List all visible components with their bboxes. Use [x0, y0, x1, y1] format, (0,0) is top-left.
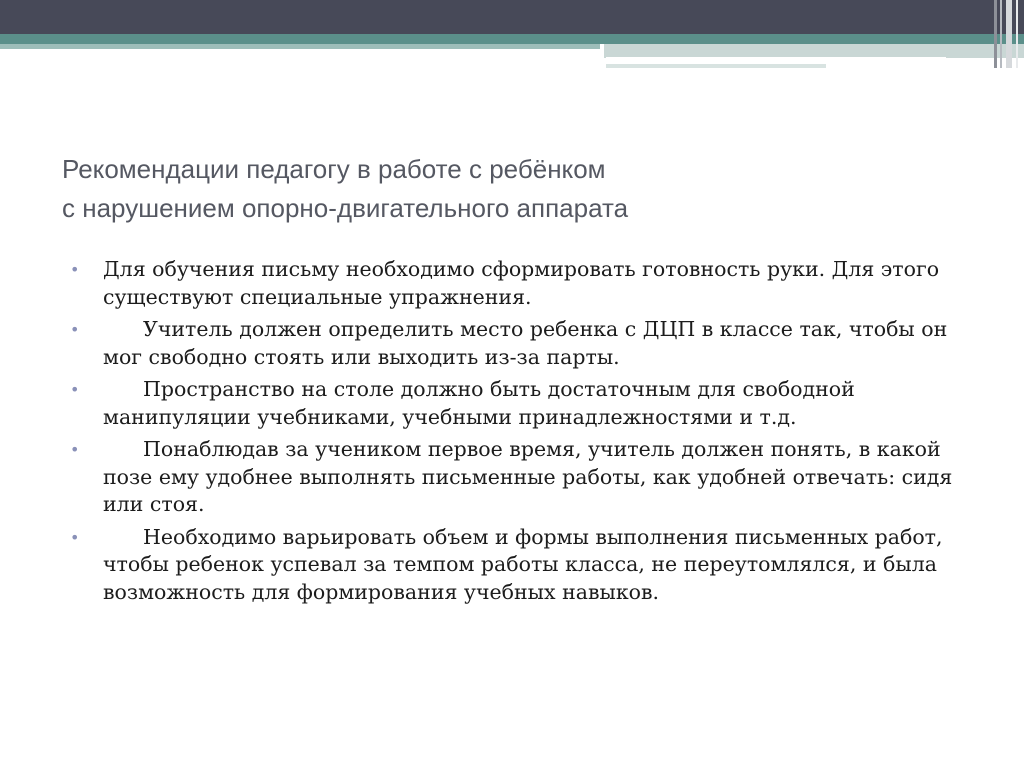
bullet-text: Необходимо варьировать объем и формы выполнения письменных работ, чтобы ребенок успевал за темпом работы класса, не переутомлялся, и была возможность для формирования учебных навыков.	[103, 524, 943, 604]
bullet-icon: •	[70, 320, 80, 339]
slide-title	[62, 150, 962, 228]
header-band-teal-light	[0, 44, 600, 49]
header-band-teal	[0, 34, 1024, 44]
bullet-item	[70, 256, 970, 311]
bullet-icon: •	[70, 527, 80, 547]
bullet-text: Понаблюдав за учеником первое время, учитель должен понять, в какой позе ему удобнее выполнять письменные работы, как удобней отвечать: сидя или стоя.	[103, 437, 953, 516]
slide-title-line-2: с нарушением опорно-двигательного аппарата	[62, 193, 629, 223]
bullet-item	[70, 524, 970, 607]
bullet-text: Для обучения письму необходимо сформировать готовность руки. Для этого существуют специальные упражнения.	[103, 257, 940, 309]
header-accent-line	[606, 57, 946, 60]
bullet-icon: •	[70, 260, 80, 279]
bullet-item	[70, 376, 970, 431]
bullet-item	[70, 316, 970, 371]
bullet-text: Учитель должен определить место ребенка с ДЦП в классе так, чтобы он мог свободно стоять или выходить из-за парты.	[103, 317, 948, 369]
decor-stripe	[1000, 0, 1002, 68]
bullet-icon: •	[70, 440, 80, 459]
decor-stripe	[1006, 0, 1012, 68]
bullet-item	[70, 436, 970, 519]
decor-stripe	[994, 0, 997, 68]
bullet-text: Пространство на столе должно быть достаточным для свободной манипуляции учебниками, учебными принадлежностями и т.д.	[103, 377, 855, 429]
header-band-dark	[0, 0, 1024, 34]
header-accent-block	[604, 44, 1024, 58]
bullet-list	[70, 256, 970, 611]
decor-stripe	[1016, 0, 1018, 68]
slide-title-line-1: Рекомендации педагогу в работе с ребёнком	[62, 154, 606, 184]
bullet-icon: •	[70, 380, 80, 399]
header-accent-line-2	[606, 64, 826, 68]
